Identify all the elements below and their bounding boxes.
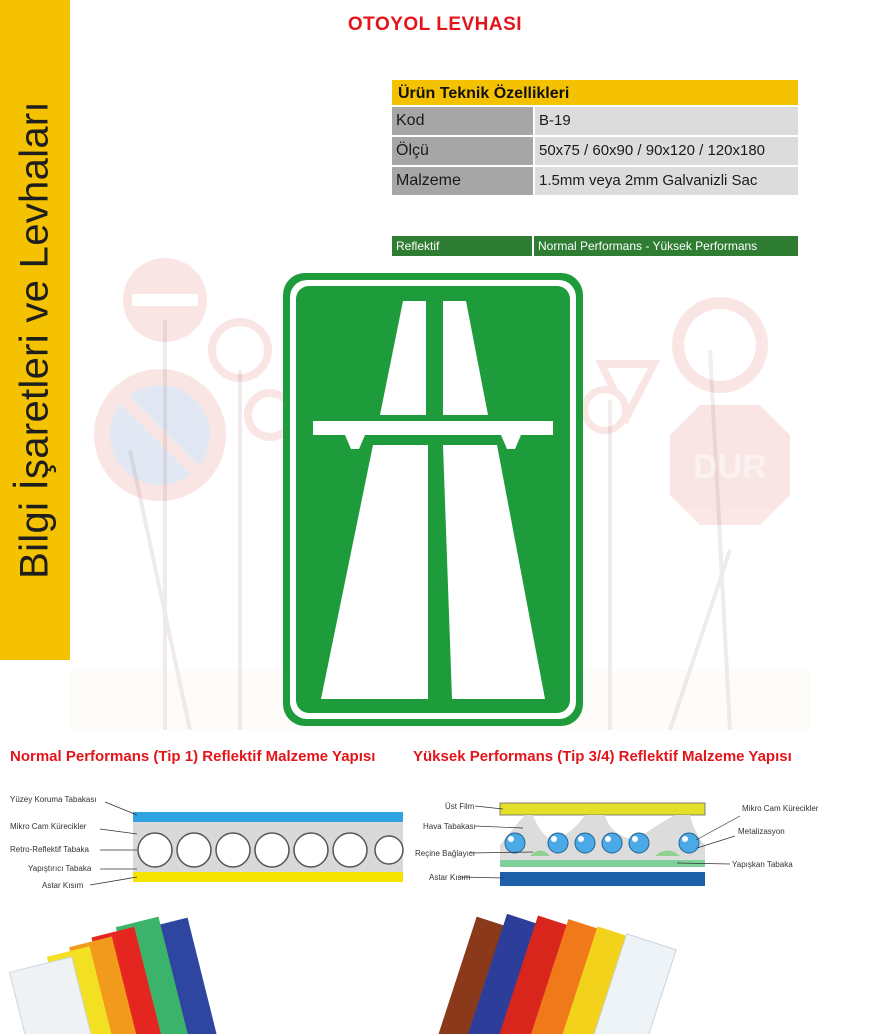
- label-adhesive-layer: Yapıştırıcı Tabaka: [28, 864, 92, 873]
- spec-value: 50x75 / 60x90 / 90x120 / 120x180: [535, 137, 798, 165]
- side-title: Bilgi İşaretleri ve Levhaları: [12, 101, 57, 579]
- reflective-key: Reflektif: [392, 236, 534, 256]
- side-band: [0, 0, 70, 660]
- page-title: OTOYOL LEVHASI: [347, 14, 523, 35]
- label-air-layer: Hava Tabakası: [423, 822, 476, 831]
- label-primer-right: Astar Kısım: [429, 873, 471, 882]
- label-resin-binder: Reçine Bağlayıcı: [415, 849, 476, 858]
- label-micro-beads-right: Mikro Cam Kürecikler: [742, 804, 819, 813]
- spec-value: 1.5mm veya 2mm Galvanizli Sac: [535, 167, 798, 195]
- background-dur-text: DUR: [693, 448, 767, 486]
- spec-table-header: Ürün Teknik Özellikleri: [392, 80, 798, 107]
- reflective-value: Normal Performans - Yüksek Performans: [534, 236, 798, 256]
- spec-table: [392, 80, 798, 197]
- label-primer: Astar Kısım: [42, 881, 84, 890]
- label-surface-layer: Yüzey Koruma Tabakası: [10, 795, 97, 804]
- spec-key: Kod: [392, 107, 535, 135]
- spec-row-olcu: [392, 137, 798, 167]
- motorway-sign: [283, 273, 583, 726]
- type1-sheet-samples: [20, 905, 240, 1034]
- label-metallization: Metalizasyon: [738, 827, 785, 836]
- spec-key: Ölçü: [392, 137, 535, 165]
- section-title-high: Yüksek Performans (Tip 3/4) Reflektif Malzeme Yapısı: [413, 748, 792, 765]
- label-top-film: Üst Film: [445, 802, 475, 811]
- type1-layer-diagram: [0, 782, 405, 897]
- label-retro-layer: Retro-Reflektif Tabaka: [10, 845, 89, 854]
- spec-value: B-19: [535, 107, 798, 135]
- spec-row-malzeme: [392, 167, 798, 197]
- spec-row-kod: [392, 107, 798, 137]
- label-adhesive-right: Yapışkan Tabaka: [732, 860, 793, 869]
- type34-sheet-samples: [430, 905, 670, 1034]
- label-micro-beads: Mikro Cam Kürecikler: [10, 822, 87, 831]
- type34-layer-diagram: [405, 790, 819, 895]
- section-title-normal: Normal Performans (Tip 1) Reflektif Malzeme Yapısı: [10, 748, 376, 765]
- spec-key: Malzeme: [392, 167, 535, 195]
